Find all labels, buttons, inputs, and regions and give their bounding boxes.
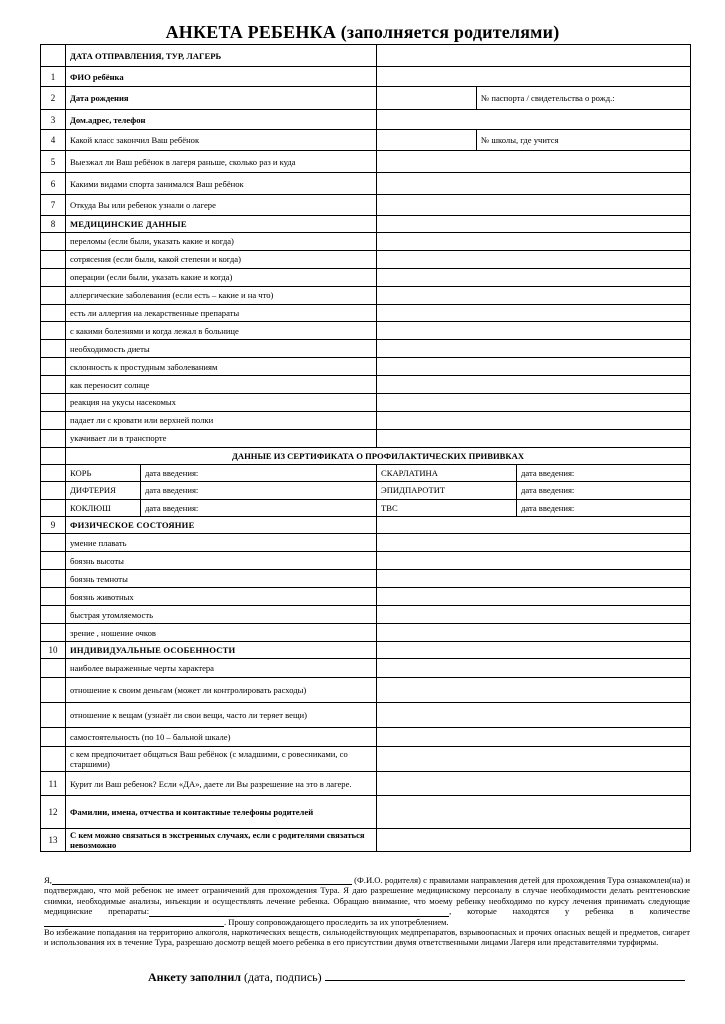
vaccine-date-label: дата введения: [145, 467, 199, 478]
medical-num-cell [41, 233, 66, 251]
vaccine-name: ДИФТЕРИЯ [66, 482, 141, 500]
medical-item-row [41, 250, 691, 268]
vaccine-date-label: дата введения: [521, 485, 575, 496]
medical-item-field[interactable] [377, 233, 691, 251]
individual-num-cell [41, 747, 66, 772]
physical-item-label: быстрая утомляемость [66, 606, 377, 624]
row-3-value-field[interactable] [377, 110, 691, 130]
row-6 [41, 173, 691, 195]
medical-item-row [41, 268, 691, 286]
row-6-value-field[interactable] [377, 173, 691, 195]
medical-item-label: как переносит солнце [66, 376, 377, 394]
physical-num-cell [41, 552, 66, 570]
row-8-number: 8 [41, 216, 66, 233]
medical-item-field[interactable] [377, 429, 691, 447]
vaccination-row [41, 499, 691, 517]
individual-item-row [41, 747, 691, 772]
physical-num-cell [41, 570, 66, 588]
individual-item-row [41, 703, 691, 728]
medical-num-cell [41, 394, 66, 412]
medical-item-row [41, 286, 691, 304]
row-4-school-label: № школы, где учится [481, 135, 559, 145]
physical-item-label: боязнь темноты [66, 570, 377, 588]
physical-item-label: умение плавать [66, 534, 377, 552]
vaccine-name: ТВС [377, 499, 517, 517]
physical-item-label: боязнь животных [66, 588, 377, 606]
individual-heading-field [377, 642, 691, 659]
row-7-value-field[interactable] [377, 195, 691, 216]
physical-item-label: зрение , ношение очков [66, 624, 377, 642]
vaccine-date-field[interactable] [141, 482, 377, 500]
physical-num-cell [41, 624, 66, 642]
physical-item-field[interactable] [377, 624, 691, 642]
individual-item-field[interactable] [377, 703, 691, 728]
row-4-number: 4 [41, 130, 66, 151]
signature-label: Анкету заполнил [148, 970, 241, 984]
individual-item-field[interactable] [377, 678, 691, 703]
physical-item-field[interactable] [377, 552, 691, 570]
row-9-number: 9 [41, 517, 66, 534]
vaccination-row [41, 482, 691, 500]
row-2-number: 2 [41, 87, 66, 110]
row-13-value-field[interactable] [377, 829, 691, 852]
consent-end: . Прошу сопровождающего проследить за их употреблением. [224, 916, 449, 927]
form-title: АНКЕТА РЕБЕНКА (заполняется родителями) [165, 22, 560, 42]
individual-item-row [41, 678, 691, 703]
medical-item-row [41, 429, 691, 447]
vaccination-num-cell [41, 482, 66, 500]
row-7 [41, 195, 691, 216]
vaccination-row [41, 464, 691, 482]
consent-text [44, 875, 690, 948]
medical-item-label: есть ли аллергия на лекарственные препараты [66, 304, 377, 322]
row-9-physical-heading [41, 517, 691, 534]
medical-num-cell [41, 250, 66, 268]
header-num-cell [41, 45, 66, 67]
row-3 [41, 110, 691, 130]
individual-item-label: наиболее выраженные черты характера [66, 659, 377, 678]
medical-item-label: реакция на укусы насекомых [66, 394, 377, 412]
physical-item-row [41, 552, 691, 570]
row-2-passport-label: № паспорта / свидетельства о рожд.: [481, 93, 615, 103]
row-1 [41, 67, 691, 87]
vaccine-name: ЭПИДПАРОТИТ [377, 482, 517, 500]
row-2-birthdate-field[interactable] [377, 87, 477, 110]
row-5 [41, 151, 691, 173]
physical-item-row [41, 624, 691, 642]
vaccination-num-cell [41, 447, 66, 464]
vaccination-section-title: ДАННЫЕ ИЗ СЕРТИФИКАТА О ПРОФИЛАКТИЧЕСКИХ ПРИВИВКАХ [66, 447, 691, 464]
header-value-field[interactable] [377, 45, 691, 67]
row-1-label: ФИО ребёнка [66, 67, 377, 87]
physical-item-row [41, 588, 691, 606]
vaccination-num-cell [41, 499, 66, 517]
individual-num-cell [41, 728, 66, 747]
row-3-label: Дом.адрес, телефон [66, 110, 377, 130]
vaccine-date-label: дата введения: [521, 502, 575, 513]
vaccine-date-label: дата введения: [145, 502, 199, 513]
signature-hint: (дата, подпись) [243, 970, 322, 984]
row-1-value-field[interactable] [377, 67, 691, 87]
row-3-number: 3 [41, 110, 66, 130]
medical-num-cell [41, 286, 66, 304]
physical-num-cell [41, 588, 66, 606]
medical-item-label: аллергические заболевания (если есть – какие и на что) [66, 286, 377, 304]
medical-item-label: укачивает ли в транспорте [66, 429, 377, 447]
row-12-label: Фамилии, имена, отчества и контактные телефоны родителей [66, 796, 377, 829]
medical-num-cell [41, 429, 66, 447]
physical-heading-field [377, 517, 691, 534]
physical-item-label: боязнь высоты [66, 552, 377, 570]
medical-item-row [41, 358, 691, 376]
physical-item-row [41, 534, 691, 552]
medical-item-field[interactable] [377, 358, 691, 376]
individual-item-label: самостоятельность (по 10 – бальной шкале) [66, 728, 377, 747]
row-2-passport-field[interactable] [477, 87, 691, 110]
physical-num-cell [41, 534, 66, 552]
consent-paragraph-2: Во избежание попадания на территорию алкоголя, наркотических веществ, сильнодействующих медпрепаратов, взрывоопасных и прочих опасных вещей и предметов, сигарет и использования их в течение Тура, разрешаю досмотр вещей моего ребенка в его присутствии двумя ответственными лицами Лагеря или представителями турфирмы. [44, 927, 690, 948]
vaccination-heading-row [41, 447, 691, 464]
row-12 [41, 796, 691, 829]
row-7-label: Откуда Вы или ребенок узнали о лагере [66, 195, 377, 216]
physical-num-cell [41, 606, 66, 624]
physical-section-title: ФИЗИЧЕСКОЕ СОСТОЯНИЕ [66, 517, 377, 534]
individual-item-field[interactable] [377, 747, 691, 772]
medical-item-row [41, 394, 691, 412]
row-12-value-field[interactable] [377, 796, 691, 829]
row-7-number: 7 [41, 195, 66, 216]
row-13-label: С кем можно связаться в экстренных случаях, если с родителями связаться невозможно [66, 829, 377, 852]
medications-line[interactable] [149, 907, 449, 917]
vaccine-date-field[interactable] [141, 499, 377, 517]
physical-item-field[interactable] [377, 606, 691, 624]
medical-num-cell [41, 376, 66, 394]
row-10-number: 10 [41, 642, 66, 659]
vaccine-date-field[interactable] [517, 499, 691, 517]
vaccination-num-cell [41, 464, 66, 482]
medical-item-field[interactable] [377, 268, 691, 286]
individual-item-row [41, 659, 691, 678]
individual-num-cell [41, 703, 66, 728]
consent-body: (Ф.И.О. родителя) с правилами направления детей для прохождения Тура ознакомлен(на) и подтверждаю, что мой ребенок не имеет ограничений для прохождения Тура. Я даю разрешение медицинскому персоналу в случае необходимости делать рентгеновские снимки, необходимые анализы, инъекции и осуществлять лечение ребенка. Обращаю внимание, что моему ребенку необходимо по курсу лечения принимать следующие медицинские препараты: [44, 875, 690, 917]
vaccine-name: КОРЬ [66, 464, 141, 482]
row-13-number: 13 [41, 829, 66, 852]
medical-heading-field [377, 216, 691, 233]
row-2-label: Дата рождения [66, 87, 377, 110]
medical-item-label: склонность к простудным заболеваниям [66, 358, 377, 376]
medical-num-cell [41, 304, 66, 322]
physical-item-field[interactable] [377, 570, 691, 588]
medical-item-field[interactable] [377, 304, 691, 322]
individual-item-field[interactable] [377, 728, 691, 747]
individual-num-cell [41, 659, 66, 678]
medical-item-label: сотрясения (если были, какой степени и когда) [66, 250, 377, 268]
row-12-number: 12 [41, 796, 66, 829]
row-5-label: Выезжал ли Ваш ребёнок в лагеря раньше, сколько раз и куда [66, 151, 377, 173]
questionnaire-table [40, 44, 691, 852]
medical-item-row [41, 376, 691, 394]
individual-item-field[interactable] [377, 659, 691, 678]
medical-item-field[interactable] [377, 286, 691, 304]
row-6-number: 6 [41, 173, 66, 195]
medical-num-cell [41, 340, 66, 358]
row-2 [41, 87, 691, 110]
consent-start: Я, [44, 875, 52, 885]
consent-paragraph-1: Я, (Ф.И.О. родителя) с правилами направления детей для прохождения Тура ознакомлен(на) и подтверждаю, что мой ребенок не имеет ограничений для прохождения Тура. Я даю разрешение медицинскому персоналу в случае необходимости делать рентгеновские снимки, необходимые анализы, инъекции и осуществлять лечение ребенка. Обращаю внимание, что моему ребенку необходимо по курсу лечения принимать следующие медицинские препараты: , которые находятся у ребенка в количестве. Прошу сопровождающего проследить за их употреблением. [44, 875, 691, 927]
signature-block [148, 970, 693, 985]
row-10-individual-heading [41, 642, 691, 659]
row-11-label: Курит ли Ваш ребенок? Если «ДА», даете ли Вы разрешение на это в лагере. [66, 772, 377, 796]
medical-num-cell [41, 411, 66, 429]
individual-item-label: отношение к вещам (узнаёт ли свои вещи, часто ли теряет вещи) [66, 703, 377, 728]
vaccine-date-field[interactable] [141, 464, 377, 482]
row-5-number: 5 [41, 151, 66, 173]
medical-item-row [41, 304, 691, 322]
medical-item-label: падает ли с кровати или верхней полки [66, 411, 377, 429]
medical-item-row [41, 322, 691, 340]
vaccine-date-label: дата введения: [521, 467, 575, 478]
medical-item-field[interactable] [377, 250, 691, 268]
row-11-value-field[interactable] [377, 772, 691, 796]
medical-item-field[interactable] [377, 340, 691, 358]
individual-num-cell [41, 678, 66, 703]
medical-item-field[interactable] [377, 411, 691, 429]
medical-item-label: необходимость диеты [66, 340, 377, 358]
consent-quantity: которые находятся у ребенка в количестве [467, 906, 691, 917]
medical-item-row [41, 233, 691, 251]
vaccine-date-field[interactable] [517, 482, 691, 500]
individual-item-label: с кем предпочитает общаться Ваш ребёнок (с младшими, с ровесниками, со старшими) [66, 747, 377, 772]
vaccine-date-field[interactable] [517, 464, 691, 482]
row-6-label: Какими видами спорта занимался Ваш ребёнок [66, 173, 377, 195]
parent-name-line[interactable] [52, 875, 352, 885]
medical-item-label: переломы (если были, указать какие и когда) [66, 233, 377, 251]
medical-item-field[interactable] [377, 394, 691, 412]
medical-item-row [41, 340, 691, 358]
row-13 [41, 829, 691, 852]
medical-section-title: МЕДИЦИНСКИЕ ДАННЫЕ [66, 216, 377, 233]
medical-num-cell [41, 358, 66, 376]
row-11 [41, 772, 691, 796]
header-label: ДАТА ОТПРАВЛЕНИЯ, ТУР, ЛАГЕРЬ [66, 45, 377, 67]
physical-item-field[interactable] [377, 534, 691, 552]
row-1-number: 1 [41, 67, 66, 87]
row-4-school-field[interactable] [477, 130, 691, 151]
individual-item-row [41, 728, 691, 747]
medical-item-field[interactable] [377, 376, 691, 394]
vaccine-date-label: дата введения: [145, 485, 199, 496]
row-8-medical-heading [41, 216, 691, 233]
medical-num-cell [41, 322, 66, 340]
physical-item-field[interactable] [377, 588, 691, 606]
physical-item-row [41, 606, 691, 624]
row-4-class-field[interactable] [377, 130, 477, 151]
row-5-value-field[interactable] [377, 151, 691, 173]
individual-item-label: отношение к своим деньгам (может ли контролировать расходы) [66, 678, 377, 703]
header-row [41, 45, 691, 67]
individual-section-title: ИНДИВИДУАЛЬНЫЕ ОСОБЕННОСТИ [66, 642, 377, 659]
medical-item-row [41, 411, 691, 429]
vaccine-name: СКАРЛАТИНА [377, 464, 517, 482]
medical-item-field[interactable] [377, 322, 691, 340]
medical-item-label: операции (если были, указать какие и когда) [66, 268, 377, 286]
medical-num-cell [41, 268, 66, 286]
medical-item-label: с какими болезнями и когда лежал в больнице [66, 322, 377, 340]
row-4 [41, 130, 691, 151]
physical-item-row [41, 570, 691, 588]
quantity-line[interactable] [44, 917, 224, 927]
row-11-number: 11 [41, 772, 66, 796]
row-4-label: Какой класс закончил Ваш ребёнок [66, 130, 377, 151]
vaccine-name: КОКЛЮШ [66, 499, 141, 517]
signature-line[interactable] [325, 970, 685, 981]
